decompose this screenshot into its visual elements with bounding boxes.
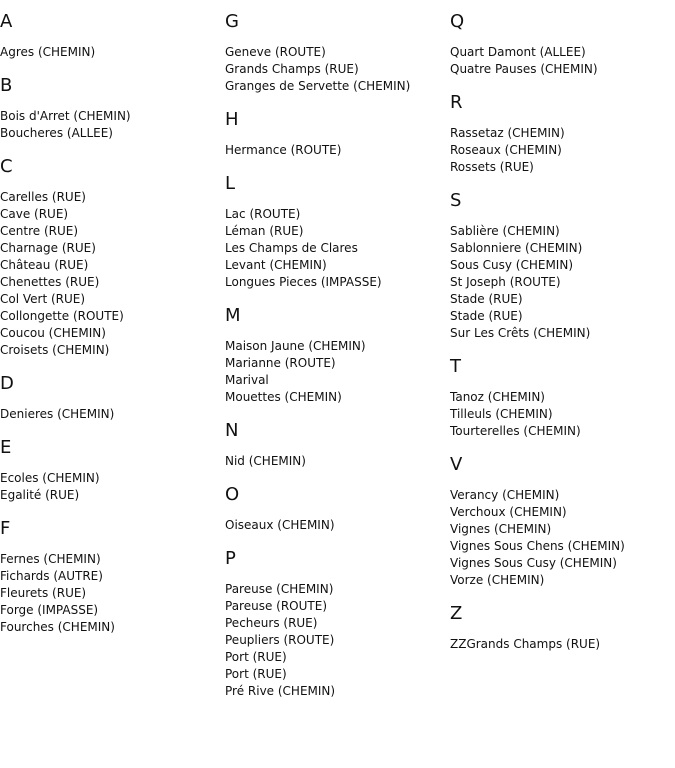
street-link[interactable]: Granges de Servette (CHEMIN) [225, 79, 411, 93]
street-list [0, 551, 225, 636]
letter-group [0, 11, 225, 61]
street-link[interactable]: Marival [225, 373, 269, 387]
street-link[interactable]: Sur Les Crêts (CHEMIN) [450, 326, 591, 340]
street-link[interactable]: Quart Damont (ALLEE) [450, 45, 586, 59]
street-link[interactable]: Sablonniere (CHEMIN) [450, 241, 583, 255]
street-link[interactable]: Fourches (CHEMIN) [0, 620, 115, 634]
street-link[interactable]: Oiseaux (CHEMIN) [225, 518, 335, 532]
street-link[interactable]: Stade (RUE) [450, 309, 523, 323]
street-link[interactable]: Tilleuls (CHEMIN) [450, 407, 553, 421]
letter-heading: C [0, 156, 13, 177]
street-link[interactable]: Quatre Pauses (CHEMIN) [450, 62, 598, 76]
street-list [450, 223, 675, 342]
letter-heading: Z [450, 603, 463, 624]
letter-group [450, 454, 675, 589]
street-list [0, 189, 225, 359]
street-link[interactable]: Lac (ROUTE) [225, 207, 301, 221]
street-link[interactable]: Collongette (ROUTE) [0, 309, 124, 323]
street-link[interactable]: Tanoz (CHEMIN) [450, 390, 545, 404]
letter-heading: A [0, 11, 13, 32]
street-link[interactable]: Pré Rive (CHEMIN) [225, 684, 336, 698]
street-link[interactable]: Fichards (AUTRE) [0, 569, 103, 583]
street-link[interactable]: Forge (IMPASSE) [0, 603, 99, 617]
street-link[interactable]: Croisets (CHEMIN) [0, 343, 110, 357]
street-link[interactable]: St Joseph (ROUTE) [450, 275, 561, 289]
street-link[interactable]: Stade (RUE) [450, 292, 523, 306]
street-link[interactable]: Verchoux (CHEMIN) [450, 505, 567, 519]
street-link[interactable]: Pareuse (CHEMIN) [225, 582, 334, 596]
letter-group [225, 548, 450, 700]
letter-heading: D [0, 373, 14, 394]
letter-group [0, 518, 225, 636]
street-link[interactable]: Verancy (CHEMIN) [450, 488, 560, 502]
street-link[interactable]: Ecoles (CHEMIN) [0, 471, 100, 485]
street-link[interactable]: Longues Pieces (IMPASSE) [225, 275, 382, 289]
street-link[interactable]: Peupliers (ROUTE) [225, 633, 335, 647]
street-link[interactable]: Tourterelles (CHEMIN) [450, 424, 581, 438]
street-link[interactable]: Bois d'Arret (CHEMIN) [0, 109, 131, 123]
letter-group [0, 373, 225, 423]
street-link[interactable]: Maison Jaune (CHEMIN) [225, 339, 366, 353]
letter-group [0, 437, 225, 504]
letter-heading: T [450, 356, 461, 377]
street-link[interactable]: Egalité (RUE) [0, 488, 80, 502]
street-link[interactable]: Fernes (CHEMIN) [0, 552, 101, 566]
street-link[interactable]: Vignes Sous Chens (CHEMIN) [450, 539, 625, 553]
street-list [0, 108, 225, 142]
letter-heading: P [225, 548, 236, 569]
street-link[interactable]: Geneve (ROUTE) [225, 45, 326, 59]
letter-group [0, 75, 225, 142]
street-link[interactable]: Agres (CHEMIN) [0, 45, 96, 59]
letter-group [225, 420, 450, 470]
letter-group [450, 92, 675, 176]
letter-group [225, 484, 450, 534]
street-link[interactable]: ZZGrands Champs (RUE) [450, 637, 601, 651]
street-link[interactable]: Pecheurs (RUE) [225, 616, 318, 630]
street-link[interactable]: Les Champs de Clares [225, 241, 358, 255]
street-list [450, 487, 675, 589]
letter-heading: M [225, 305, 241, 326]
street-list [225, 142, 450, 159]
street-link[interactable]: Port (RUE) [225, 667, 287, 681]
street-link[interactable]: Marianne (ROUTE) [225, 356, 336, 370]
letter-group [450, 190, 675, 342]
letter-group [225, 173, 450, 291]
street-link[interactable]: Port (RUE) [225, 650, 287, 664]
street-list [450, 44, 675, 78]
letter-heading: L [225, 173, 236, 194]
street-link[interactable]: Charnage (RUE) [0, 241, 96, 255]
letter-heading: R [450, 92, 463, 113]
street-link[interactable]: Vignes (CHEMIN) [450, 522, 552, 536]
index-column-1 [0, 11, 225, 650]
street-link[interactable]: Grands Champs (RUE) [225, 62, 359, 76]
letter-group [0, 156, 225, 359]
street-list [225, 581, 450, 700]
index-column-2 [225, 11, 450, 714]
letter-group [450, 603, 675, 653]
street-link[interactable]: Sous Cusy (CHEMIN) [450, 258, 573, 272]
street-link[interactable]: Sablière (CHEMIN) [450, 224, 560, 238]
street-list [0, 406, 225, 423]
street-link[interactable]: Centre (RUE) [0, 224, 79, 238]
street-list [0, 44, 225, 61]
street-link[interactable]: Pareuse (ROUTE) [225, 599, 327, 613]
street-link[interactable]: Rassetaz (CHEMIN) [450, 126, 565, 140]
street-list [0, 470, 225, 504]
street-link[interactable]: Rossets (RUE) [450, 160, 534, 174]
street-link[interactable]: Coucou (CHEMIN) [0, 326, 106, 340]
letter-heading: N [225, 420, 239, 441]
street-link[interactable]: Levant (CHEMIN) [225, 258, 327, 272]
street-link[interactable]: Nid (CHEMIN) [225, 454, 306, 468]
letter-heading: E [0, 437, 12, 458]
street-link[interactable]: Léman (RUE) [225, 224, 304, 238]
letter-heading: G [225, 11, 239, 32]
street-link[interactable]: Cave (RUE) [0, 207, 69, 221]
letter-heading: Q [450, 11, 465, 32]
street-link[interactable]: Chenettes (RUE) [0, 275, 100, 289]
street-link[interactable]: Fleurets (RUE) [0, 586, 87, 600]
street-link[interactable]: Hermance (ROUTE) [225, 143, 342, 157]
street-link[interactable]: Mouettes (CHEMIN) [225, 390, 342, 404]
letter-heading: S [450, 190, 462, 211]
letter-heading: H [225, 109, 239, 130]
street-link[interactable]: Roseaux (CHEMIN) [450, 143, 562, 157]
letter-heading: B [0, 75, 13, 96]
street-list [225, 453, 450, 470]
street-link[interactable]: Vorze (CHEMIN) [450, 573, 545, 587]
letter-group [450, 356, 675, 440]
street-list [450, 636, 675, 653]
street-list [225, 44, 450, 95]
street-list [225, 206, 450, 291]
letter-heading: F [0, 518, 11, 539]
street-list [450, 389, 675, 440]
letter-group [225, 109, 450, 159]
street-link[interactable]: Col Vert (RUE) [0, 292, 86, 306]
street-link[interactable]: Denieres (CHEMIN) [0, 407, 115, 421]
letter-group [225, 11, 450, 95]
letter-heading: V [450, 454, 463, 475]
letter-heading: O [225, 484, 240, 505]
letter-group [450, 11, 675, 78]
street-list [450, 125, 675, 176]
letter-group [225, 305, 450, 406]
street-link[interactable]: Vignes Sous Cusy (CHEMIN) [450, 556, 617, 570]
street-link[interactable]: Carelles (RUE) [0, 190, 86, 204]
street-list [225, 517, 450, 534]
street-link[interactable]: Château (RUE) [0, 258, 89, 272]
street-link[interactable]: Boucheres (ALLEE) [0, 126, 113, 140]
street-list [225, 338, 450, 406]
index-column-3 [450, 11, 675, 667]
